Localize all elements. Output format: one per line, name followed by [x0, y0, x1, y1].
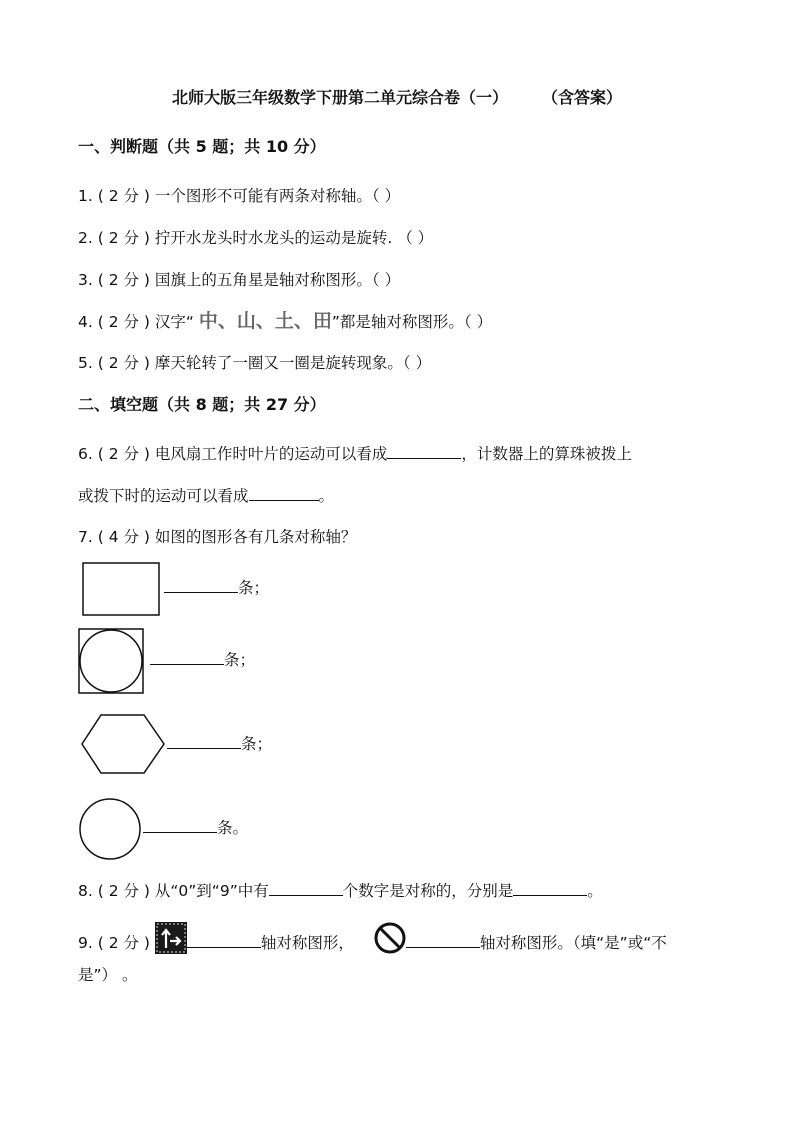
question-text: 。: [318, 487, 335, 505]
question-text: ，计数器上的算珠被拨上: [461, 445, 632, 463]
answer-blank[interactable]: [164, 578, 238, 593]
answer-blank[interactable]: [143, 818, 217, 833]
question-5: [78, 353, 431, 373]
answer-suffix: 条；: [224, 651, 256, 669]
prohibition-sign-icon: [374, 922, 406, 954]
question-6-line-1: [78, 444, 632, 464]
hexagon-figure: [80, 713, 166, 775]
question-text: 从“0”到“9”中有: [154, 882, 269, 900]
answer-suffix: 条。: [217, 819, 249, 837]
question-8: [78, 881, 603, 901]
rectangle-figure: [82, 562, 160, 616]
question-text: 国旗上的五角星是轴对称图形。（ ）: [154, 271, 401, 289]
question-text: ”都是轴对称图形。（ ）: [331, 313, 493, 331]
answer-blank[interactable]: [513, 881, 587, 896]
turn-arrow-sign-icon: [155, 922, 187, 954]
answer-blank[interactable]: [387, 444, 461, 459]
question-7-answer-1: [164, 578, 269, 598]
section-heading-2: 二、填空题（共 8 题；共 27 分）: [78, 395, 326, 414]
question-text: 个数字是对称的，分别是: [342, 882, 514, 900]
question-7-answer-4: [143, 818, 248, 838]
question-1: [78, 186, 400, 206]
question-text: 汉字“: [154, 313, 199, 331]
question-label: 1. ( 2 分 ): [78, 187, 155, 205]
circle-in-square-figure: [78, 628, 144, 694]
question-9-line-2: 是”） 。: [78, 966, 138, 984]
question-text: 摩天轮转了一圈又一圈是旋转现象。（ ）: [154, 354, 432, 372]
question-label: 8. ( 2 分 ): [78, 882, 155, 900]
question-2: [78, 228, 433, 248]
answer-blank[interactable]: [269, 881, 343, 896]
question-text: 轴对称图形。（填“是”或“不: [479, 934, 667, 952]
answer-suffix: 条；: [238, 579, 270, 597]
question-7-answer-3: [167, 734, 272, 754]
question-text: 如图的图形各有几条对称轴？: [154, 528, 357, 546]
question-label: 3. ( 2 分 ): [78, 271, 155, 289]
question-text: 拧开水龙头时水龙头的运动是旋转. （ ）: [154, 229, 434, 247]
question-4: [78, 311, 492, 332]
answer-blank[interactable]: [167, 734, 241, 749]
title-suffix: （含答案）: [542, 88, 623, 107]
question-text: 一个图形不可能有两条对称轴。（ ）: [154, 187, 401, 205]
question-6-line-2: [78, 486, 334, 506]
question-3: [78, 270, 400, 290]
question-9-line-1: [78, 922, 667, 954]
answer-blank[interactable]: [406, 933, 480, 948]
question-text: 电风扇工作时叶片的运动可以看成: [154, 445, 388, 463]
question-7: [78, 527, 356, 547]
question-label: 5. ( 2 分 ): [78, 354, 155, 372]
question-label: 7. ( 4 分 ): [78, 528, 155, 546]
question-label: 9. ( 2 分 ): [78, 934, 155, 952]
question-7-answer-2: [150, 650, 255, 670]
question-text: 。: [587, 882, 603, 900]
question-text: 或拨下时的运动可以看成: [78, 487, 249, 505]
answer-blank[interactable]: [249, 486, 319, 501]
title-main: 北师大版三年级数学下册第二单元综合卷（一）: [171, 88, 508, 107]
section-heading-1: 一、判断题（共 5 题；共 10 分）: [78, 137, 326, 156]
question-label: 2. ( 2 分 ): [78, 229, 155, 247]
page-title: [0, 88, 794, 108]
question-text: 轴对称图形，: [260, 934, 354, 952]
answer-blank[interactable]: [187, 933, 261, 948]
question-label: 4. ( 2 分 ): [78, 313, 155, 331]
answer-suffix: 条；: [241, 735, 273, 753]
answer-blank[interactable]: [150, 650, 224, 665]
circle-figure: [78, 797, 142, 861]
question-label: 6. ( 2 分 ): [78, 445, 155, 463]
chinese-characters-image: 中、山、土、田: [198, 310, 332, 332]
